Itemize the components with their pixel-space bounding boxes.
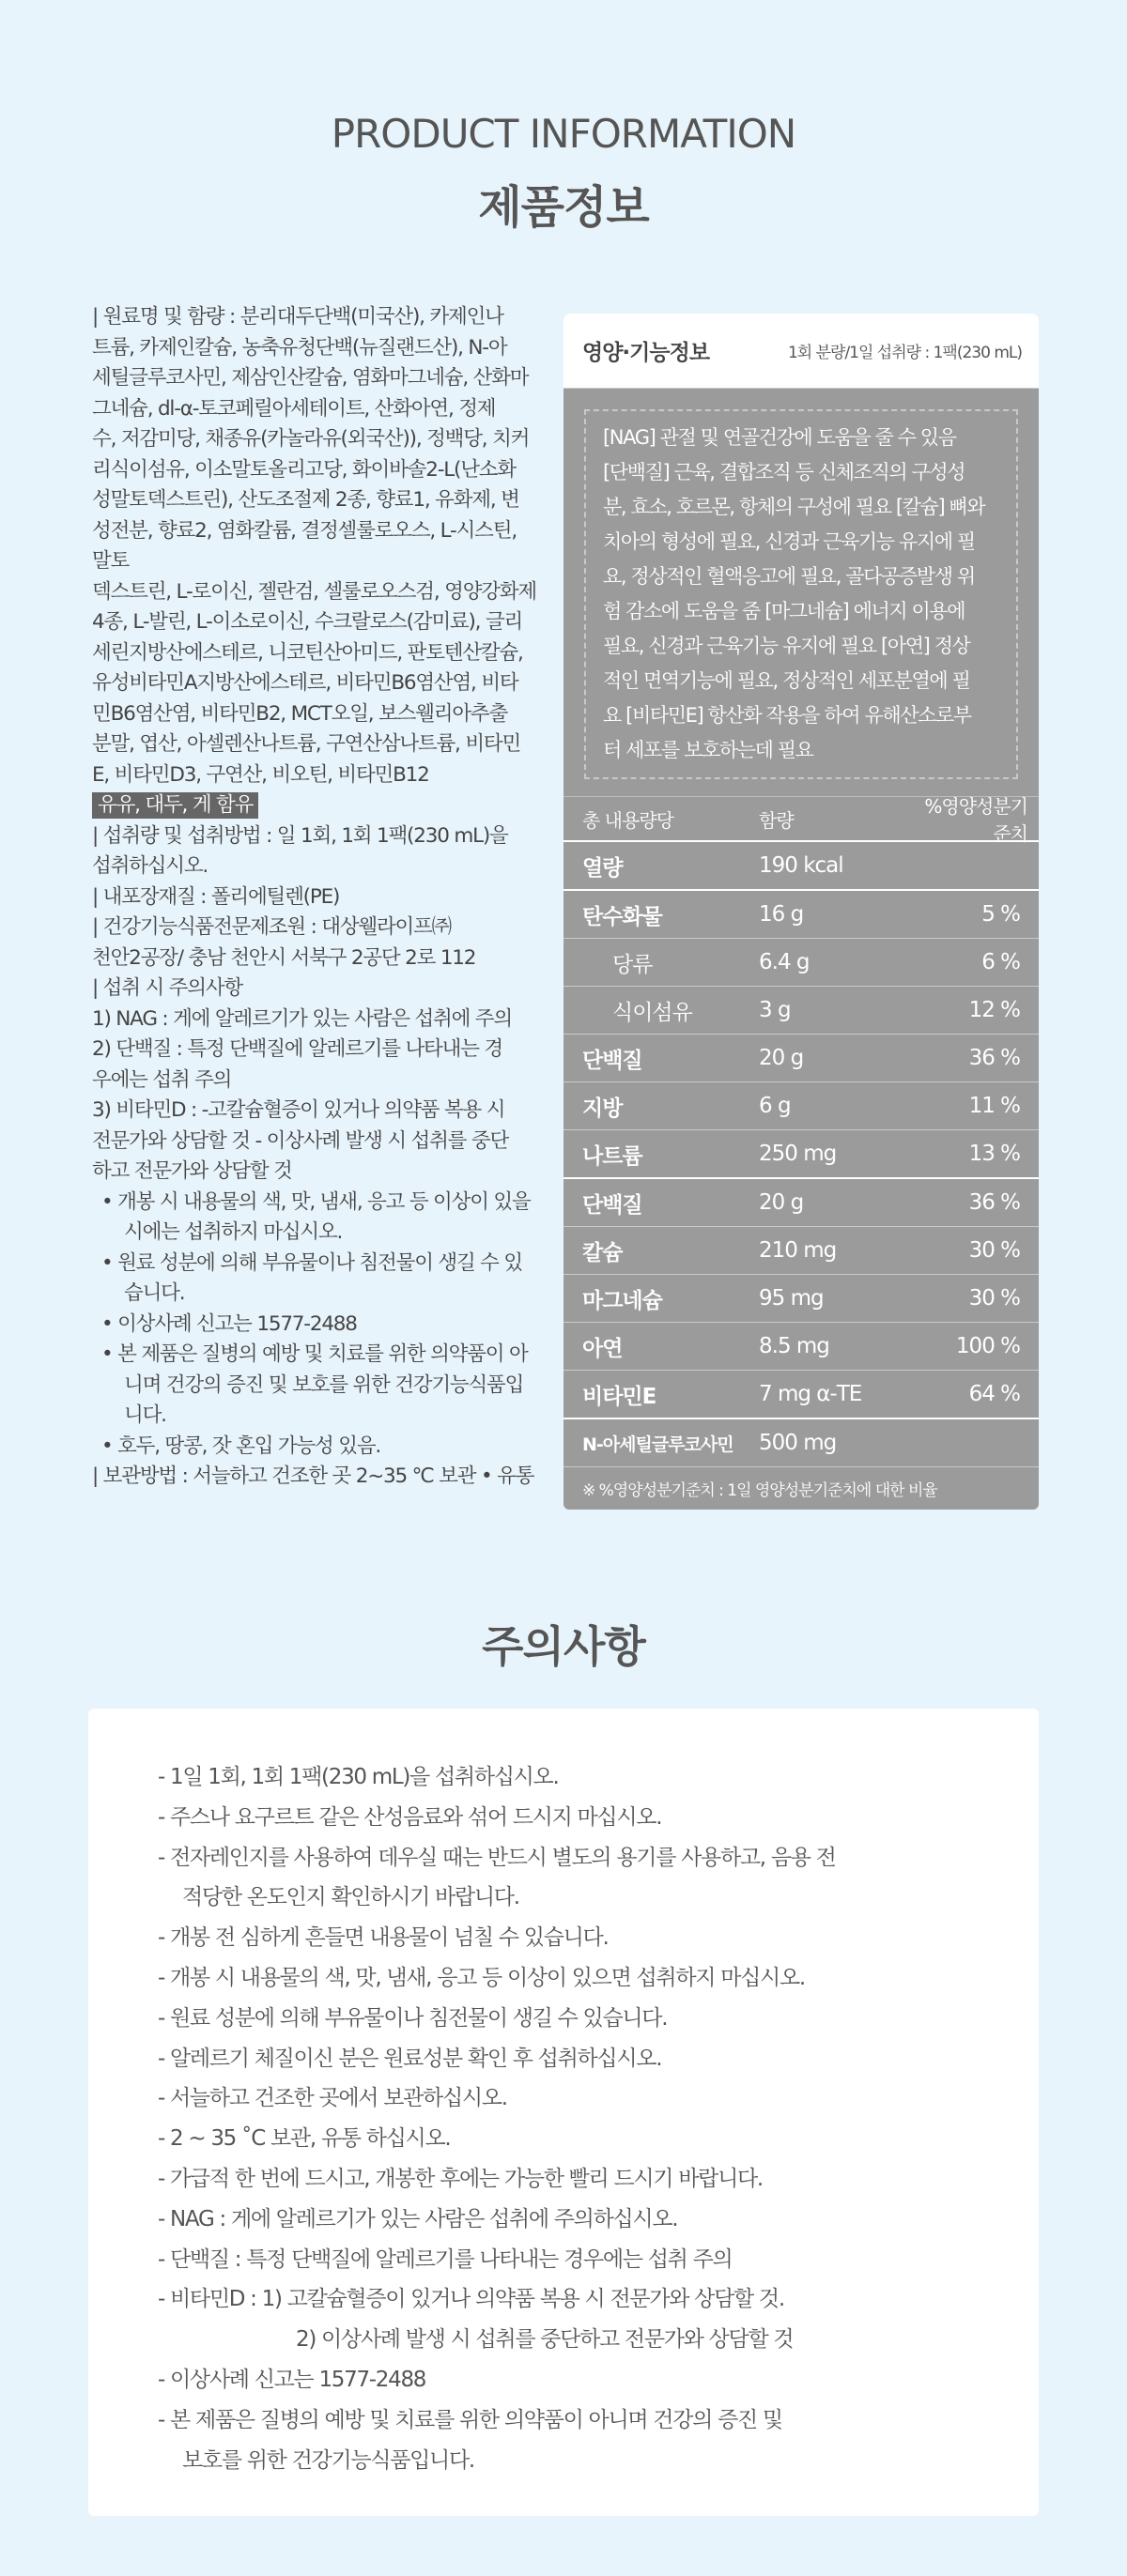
nutrition-row bbox=[564, 1419, 1039, 1467]
header-pct: %영양성분기준치 bbox=[924, 795, 1027, 845]
nutrient-amount: 8.5 mg bbox=[759, 1334, 829, 1358]
nutrition-row bbox=[564, 1035, 1039, 1082]
nutrient-amount: 95 mg bbox=[759, 1286, 824, 1311]
nutrient-amount: 6 g bbox=[759, 1094, 791, 1118]
ingredients-line: 덱스트린, L-로이신, 젤란검, 셀룰로오스검, 영양강화제 bbox=[92, 579, 536, 604]
ingredients-line: 성전분, 향료2, 염화칼륨, 결정셀룰로오스, L-시스틴, 말토 bbox=[92, 518, 517, 573]
nutrition-row bbox=[564, 1082, 1039, 1130]
nutrition-row bbox=[564, 1179, 1039, 1227]
warning-line: - 본 제품은 질병의 예방 및 치료를 위한 의약품이 아니며 건강의 증진 및 bbox=[158, 2407, 782, 2432]
ingredients-line: 4종, L-발린, L-이소로이신, 수크랄로스(감미료), 글리 bbox=[92, 610, 523, 634]
serving-size: 1회 분량/1일 섭취량 : 1팩(230 mL) bbox=[787, 344, 1022, 362]
caution-line: 3) 비타민D : -고칼슘혈증이 있거나 의약품 복용 시 bbox=[92, 1098, 505, 1122]
header-name: 총 내용량당 bbox=[582, 808, 673, 832]
nutrition-row bbox=[564, 1275, 1039, 1323]
caution-line: 2) 단백질 : 특정 단백질에 알레르기를 나타내는 경 bbox=[92, 1037, 502, 1061]
nutrient-amount: 190 kcal bbox=[759, 853, 843, 878]
intake-line: | 섭취량 및 섭취방법 : 일 1회, 1회 1팩(230 mL)을 bbox=[92, 823, 508, 848]
nutrient-name: 탄수화물 bbox=[582, 904, 662, 929]
nutrition-card-title: 영양·기능정보 bbox=[582, 341, 710, 365]
ingredients-line: 세틸글루코사민, 제삼인산칼슘, 염화마그네슘, 산화마 bbox=[92, 366, 529, 390]
nutrition-rows bbox=[564, 842, 1039, 1467]
nutrient-pct: 6 % bbox=[981, 950, 1020, 974]
ingredients-block bbox=[92, 302, 537, 790]
nutrient-amount: 20 g bbox=[759, 1046, 804, 1070]
warning-line: 2) 이상사례 발생 시 섭취를 중단하고 전문가와 상담할 것 bbox=[296, 2327, 794, 2353]
warning-line: - NAG : 게에 알레르기가 있는 사람은 섭취에 주의하십시오. bbox=[158, 2206, 678, 2231]
nutrient-pct: 30 % bbox=[968, 1238, 1020, 1263]
bullet-item: • 본 제품은 질병의 예방 및 치료를 위한 의약품이 아니며 건강의 증진 및 보호를 위한 건강기능식품입니다. bbox=[101, 1342, 528, 1427]
caution-line: 하고 전문가와 상담할 것 bbox=[92, 1159, 292, 1183]
claim-line: 요, 정상적인 혈액응고에 필요, 골다공증발생 위 bbox=[603, 565, 975, 588]
warning-line: - 가급적 한 번에 드시고, 개봉한 후에는 가능한 빨리 드시기 바랍니다. bbox=[158, 2166, 763, 2191]
allergen-badge: 유유, 대두, 게 함유 bbox=[92, 792, 258, 819]
claim-line: 터 세포를 보호하는데 필요 bbox=[603, 739, 813, 761]
maker-line: | 건강기능식품전문제조원 : 대상웰라이프㈜ bbox=[92, 915, 451, 939]
cautions-title: | 섭취 시 주의사항 bbox=[92, 976, 242, 1000]
nutrition-row bbox=[564, 842, 1039, 891]
nutrition-table bbox=[564, 796, 1039, 1467]
nutrient-pct: 12 % bbox=[968, 998, 1020, 1022]
ingredients-line: 분말, 엽산, 아셀렌산나트륨, 구연산삼나트륨, 비타민 bbox=[92, 732, 521, 756]
claim-line: 적인 면역기능에 필요, 정상적인 세포분열에 필 bbox=[603, 669, 970, 692]
nutrient-name: 비타민E bbox=[582, 1384, 656, 1409]
claim-line: [NAG] 관절 및 연골건강에 도움을 줄 수 있음 bbox=[603, 426, 956, 449]
warning-line: - 개봉 전 심하게 흔들면 내용물이 넘칠 수 있습니다. bbox=[158, 1925, 609, 1951]
nutrient-pct: 36 % bbox=[968, 1190, 1020, 1215]
nutrient-name: 나트륨 bbox=[582, 1143, 642, 1169]
claim-line: 분, 효소, 호르몬, 항체의 구성에 필요 [칼슘] 뼈와 bbox=[603, 496, 985, 518]
bullet-item: • 개봉 시 내용물의 색, 맛, 냄새, 응고 등 이상이 있을 시에는 섭취하지 마십시오. bbox=[101, 1189, 531, 1244]
ingredients-line: 그네슘, dl-α-토코페릴아세테이트, 산화아연, 정제 bbox=[92, 396, 496, 421]
nutrient-pct: 11 % bbox=[968, 1094, 1020, 1118]
ingredients-line: 유성비타민A지방산에스테르, 비타민B6염산염, 비타 bbox=[92, 671, 518, 695]
nutrient-name: 아연 bbox=[582, 1336, 623, 1361]
nutrient-name: 당류 bbox=[612, 952, 653, 977]
page-title-ko: 제품정보 bbox=[478, 181, 649, 234]
nutrient-name: 단백질 bbox=[582, 1048, 642, 1073]
nutrient-name: 마그네슘 bbox=[582, 1288, 662, 1313]
nutrient-amount: 16 g bbox=[759, 902, 804, 927]
warnings-list bbox=[158, 1757, 1003, 2480]
nutrient-amount: 210 mg bbox=[759, 1238, 837, 1263]
nutrient-pct: 64 % bbox=[968, 1382, 1020, 1406]
bullet-item: • 호두, 땅콩, 잣 혼입 가능성 있음. bbox=[101, 1434, 381, 1458]
maker-line: 천안2공장/ 충남 천안시 서북구 2공단 2로 112 bbox=[92, 945, 476, 970]
claim-line: 험 감소에 도움을 줌 [마그네슘] 에너지 이용에 bbox=[603, 600, 965, 622]
warning-line: 보호를 위한 건강기능식품입니다. bbox=[182, 2447, 474, 2473]
nutrition-card-header bbox=[564, 314, 1039, 389]
nutrient-amount: 500 mg bbox=[759, 1431, 837, 1455]
nutrient-pct: 30 % bbox=[968, 1286, 1020, 1311]
bullet-item: • 원료 성분에 의해 부유물이나 침전물이 생길 수 있습니다. bbox=[101, 1250, 522, 1305]
caution-line: 1) NAG : 게에 알레르기가 있는 사람은 섭취에 주의 bbox=[92, 1006, 512, 1031]
warning-line: - 알레르기 체질이신 분은 원료성분 확인 후 섭취하십시오. bbox=[158, 2046, 662, 2071]
warning-line: - 전자레인지를 사용하여 데우실 때는 반드시 별도의 용기를 사용하고, 음용 전 bbox=[158, 1845, 836, 1870]
nutrient-pct: 5 % bbox=[981, 902, 1020, 927]
nutrition-row bbox=[564, 987, 1039, 1035]
warning-line: - 서늘하고 건조한 곳에서 보관하십시오. bbox=[158, 2086, 507, 2111]
ingredients-line: | 원료명 및 함량 : 분리대두단백(미국산), 카제인나 bbox=[92, 305, 503, 329]
nutrient-amount: 250 mg bbox=[759, 1142, 837, 1166]
nutrition-table-header bbox=[564, 795, 1039, 845]
ingredients-line: 트륨, 카제인칼슘, 농축유청단백(뉴질랜드산), N-아 bbox=[92, 335, 507, 360]
nutrient-name: 식이섬유 bbox=[612, 1000, 692, 1025]
ingredients-line: 수, 저감미당, 채종유(카놀라유(외국산)), 정백당, 치커 bbox=[92, 427, 530, 451]
nutrient-name: 칼슘 bbox=[582, 1240, 623, 1265]
nutrient-name: 단백질 bbox=[582, 1192, 642, 1218]
warning-line: 적당한 온도인지 확인하시기 바랍니다. bbox=[182, 1885, 519, 1910]
warning-line: - 2 ~ 35 ˚C 보관, 유통 하십시오. bbox=[158, 2126, 451, 2152]
function-claims bbox=[584, 409, 1018, 779]
warnings-box bbox=[88, 1709, 1039, 2516]
nutrition-card bbox=[564, 314, 1039, 1510]
ingredients-line: 성말토덱스트린), 산도조절제 2종, 향료1, 유화제, 변 bbox=[92, 488, 519, 512]
nutrition-row bbox=[564, 891, 1039, 939]
ingredients-line: 세린지방산에스테르, 니코틴산아미드, 판토텐산칼슘, bbox=[92, 640, 523, 665]
nutrient-name: N-아세틸글루코사민 bbox=[582, 1434, 733, 1455]
bullet-item: • 이상사례 신고는 1577-2488 bbox=[101, 1311, 357, 1336]
nutrition-row bbox=[564, 939, 1039, 987]
nutrient-amount: 3 g bbox=[759, 998, 791, 1022]
nutrition-row bbox=[564, 1130, 1039, 1179]
caution-line: 우에는 섭취 주의 bbox=[92, 1067, 232, 1092]
caution-line: 전문가와 상담할 것 - 이상사례 발생 시 섭취를 중단 bbox=[92, 1128, 509, 1153]
ingredients-line: 리식이섬유, 이소말토올리고당, 화이바솔2-L(난소화 bbox=[92, 457, 516, 482]
nutrient-amount: 7 mg α-TE bbox=[759, 1382, 862, 1406]
warning-line: - 비타민D : 1) 고칼슘혈증이 있거나 의약품 복용 시 전문가와 상담할 것. bbox=[158, 2287, 784, 2312]
ingredients-line: 민B6염산염, 비타민B2, MCT오일, 보스웰리아추출 bbox=[92, 701, 508, 726]
warning-line: - 이상사례 신고는 1577-2488 bbox=[158, 2367, 426, 2392]
claim-line: 치아의 형성에 필요, 신경과 근육기능 유지에 필 bbox=[603, 530, 975, 553]
warning-line: - 원료 성분에 의해 부유물이나 침전물이 생길 수 있습니다. bbox=[158, 2005, 668, 2031]
nutrient-pct: 13 % bbox=[968, 1142, 1020, 1166]
nutrition-footnote: ※ %영양성분기준치 : 1일 영양성분기준치에 대한 비율 bbox=[564, 1466, 1039, 1510]
header-amount: 함량 bbox=[759, 808, 794, 832]
page-title-en: PRODUCT INFORMATION bbox=[331, 111, 796, 157]
packaging-line: | 내포장재질 : 폴리에틸렌(PE) bbox=[92, 884, 340, 909]
warning-line: - 주스나 요구르트 같은 산성음료와 섞어 드시지 마십시오. bbox=[158, 1804, 662, 1830]
ingredients-line: E, 비타민D3, 구연산, 비오틴, 비타민B12 bbox=[92, 762, 429, 787]
claim-line: 필요, 신경과 근육기능 유지에 필요 [아연] 정상 bbox=[603, 635, 970, 657]
claim-line: [단백질] 근육, 결합조직 등 신체조직의 구성성 bbox=[603, 461, 965, 483]
nutrient-pct: 100 % bbox=[955, 1334, 1020, 1358]
nutrient-pct: 36 % bbox=[968, 1046, 1020, 1070]
ingredients-panel bbox=[92, 302, 537, 1493]
nutrient-name: 지방 bbox=[582, 1096, 623, 1121]
storage-line: | 보관방법 : 서늘하고 건조한 곳 2~35 ℃ 보관 • 유통 bbox=[92, 1464, 534, 1488]
nutrition-row bbox=[564, 1227, 1039, 1275]
nutrition-row bbox=[564, 1371, 1039, 1419]
nutrient-amount: 6.4 g bbox=[759, 950, 810, 974]
nutrient-name: 열량 bbox=[582, 855, 623, 881]
warnings-title: 주의사항 bbox=[482, 1621, 645, 1672]
nutrient-amount: 20 g bbox=[759, 1190, 804, 1215]
warning-line: - 개봉 시 내용물의 색, 맛, 냄새, 응고 등 이상이 있으면 섭취하지 마십시오. bbox=[158, 1965, 805, 1990]
claim-line: 요 [비타민E] 항산화 작용을 하여 유해산소로부 bbox=[603, 704, 971, 727]
warning-line: - 단백질 : 특정 단백질에 알레르기를 나타내는 경우에는 섭취 주의 bbox=[158, 2246, 733, 2272]
warning-line: - 1일 1회, 1회 1팩(230 mL)을 섭취하십시오. bbox=[158, 1765, 559, 1789]
nutrition-row bbox=[564, 1323, 1039, 1371]
intake-line: 섭취하십시오. bbox=[92, 854, 208, 878]
